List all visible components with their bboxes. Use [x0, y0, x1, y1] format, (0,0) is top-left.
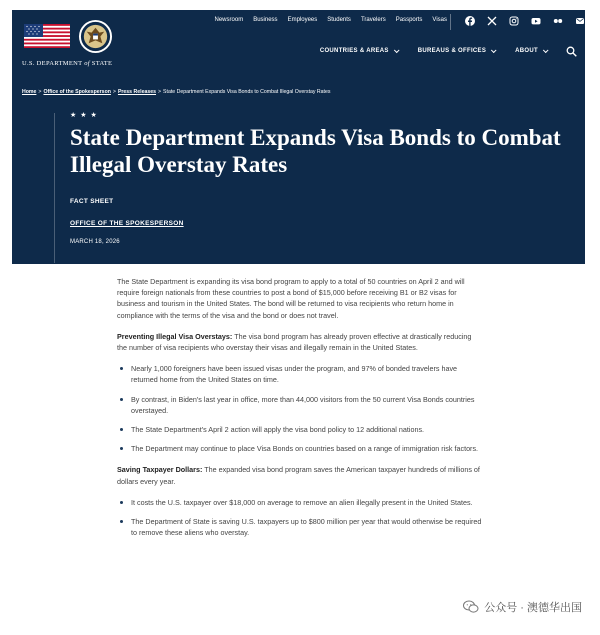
nav-countries-label: COUNTRIES & AREAS	[319, 48, 389, 54]
x-icon[interactable]	[486, 15, 497, 26]
breadcrumb-press-releases[interactable]: Press Releases	[117, 89, 157, 95]
nav-countries-areas[interactable]	[320, 48, 398, 54]
article-body	[117, 276, 482, 548]
section-text: The expanded visa bond program saves the American taxpayer hundreds of millions of dollars every year.	[117, 465, 480, 486]
breadcrumb-office[interactable]: Office of the Spokesperson	[43, 89, 111, 95]
search-icon[interactable]	[566, 46, 577, 57]
nav-about-label: ABOUT	[515, 48, 538, 54]
nav-employees[interactable]: Employees	[287, 17, 318, 23]
breadcrumb-current: State Department Expands Visa Bonds to Combat Illegal Overstay Rates	[163, 89, 331, 95]
wechat-watermark	[463, 599, 582, 615]
department-name[interactable]: U.S. DEPARTMENT of STATE	[22, 60, 113, 67]
nav-business[interactable]: Business	[253, 17, 278, 23]
section-heading: Preventing Illegal Visa Overstays:	[117, 331, 233, 341]
title-rule	[54, 113, 55, 263]
department-seal-icon[interactable]	[78, 19, 113, 54]
nav-divider	[450, 14, 451, 30]
breadcrumb-separator: >	[38, 89, 42, 95]
page-title: State Department Expands Visa Bonds to Combat Illegal Overstay Rates	[70, 125, 561, 177]
office-link[interactable]: OFFICE OF THE SPOKESPERSON	[70, 220, 184, 227]
breadcrumb-separator: >	[112, 89, 116, 95]
list-item: The Department may continue to place Visa Bonds on countries based on a range of immigration risk factors.	[117, 443, 482, 454]
chevron-down-icon	[491, 47, 497, 53]
nav-visas[interactable]: Visas	[432, 17, 447, 23]
top-utility-nav	[215, 17, 447, 23]
nav-about[interactable]	[515, 48, 547, 54]
facebook-icon[interactable]	[464, 15, 475, 26]
bullet-list	[117, 363, 482, 454]
list-item: By contrast, in Biden's last year in office, more than 44,000 visitors from the 50 current Visa Bonds countries overstayed.	[117, 394, 482, 416]
document-type-label: FACT SHEET	[70, 198, 114, 205]
chevron-down-icon	[394, 47, 400, 53]
social-links	[464, 15, 585, 26]
nav-students[interactable]: Students	[327, 17, 351, 23]
list-item: The State Department's April 2 action will apply the visa bond policy to 12 additional nations.	[117, 424, 482, 435]
intro-paragraph: The State Department is expanding its visa bond program to apply to a total of 50 countries on April 2 and will require foreign nationals from these countries to post a bond of $15,000 before receiving B1 or B2 visas for business and tourism in the United States. The bond will be returned to visa recipients who return home in compliance with the terms of the visa and the bond or does not travel.	[117, 277, 465, 320]
site-header	[12, 10, 585, 264]
email-icon[interactable]	[574, 15, 585, 26]
list-item: It costs the U.S. taxpayer over $18,000 on average to remove an alien illegally present in the United States.	[117, 497, 482, 508]
breadcrumb	[22, 89, 330, 95]
breadcrumb-home[interactable]: Home	[22, 89, 37, 95]
us-flag-icon[interactable]	[24, 24, 70, 48]
nav-bureaus-offices[interactable]	[418, 48, 495, 54]
section-heading: Saving Taxpayer Dollars:	[117, 465, 203, 475]
publish-date: MARCH 18, 2026	[70, 239, 120, 245]
wechat-icon	[463, 600, 479, 614]
youtube-icon[interactable]	[530, 15, 541, 26]
nav-newsroom[interactable]: Newsroom	[214, 17, 244, 23]
breadcrumb-separator: >	[158, 89, 162, 95]
watermark-text: 公众号 · 澳德华出国	[484, 602, 582, 614]
flickr-icon[interactable]	[552, 15, 563, 26]
section-preventing-overstays	[117, 331, 482, 353]
instagram-icon[interactable]	[508, 15, 519, 26]
nav-travelers[interactable]: Travelers	[360, 17, 386, 23]
section-saving-taxpayer	[117, 464, 482, 486]
stars-ornament: ★ ★ ★	[70, 112, 98, 119]
nav-passports[interactable]: Passports	[395, 17, 423, 23]
bullet-list	[117, 497, 482, 539]
section-text: The visa bond program has already proven effective at drastically reducing the number of visa recipients who overstay their visas and illegally remain in the United States.	[117, 331, 472, 353]
list-item: The Department of State is saving U.S. taxpayers up to $800 million per year that would otherwise be required to remove these aliens who overstay.	[117, 516, 482, 538]
nav-bureaus-label: BUREAUS & OFFICES	[417, 48, 487, 54]
list-item: Nearly 1,000 foreigners have been issued visas under the program, and 97% of bonded travelers have returned home from the United States on time.	[117, 363, 482, 385]
main-nav	[320, 48, 547, 54]
chevron-down-icon	[543, 47, 549, 53]
